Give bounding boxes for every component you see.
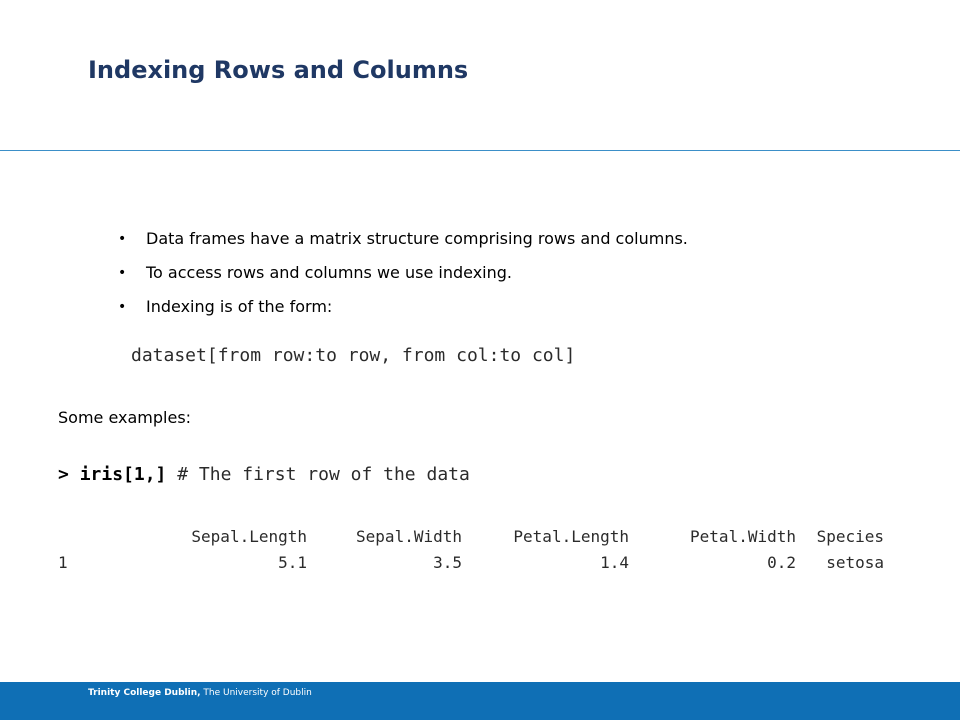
output-header-cell: Petal.Length bbox=[513, 527, 629, 546]
bullet-item bbox=[118, 262, 688, 284]
output-header-cell: Species bbox=[816, 527, 884, 546]
bullet-text: Data frames have a matrix structure comprising rows and columns. bbox=[146, 229, 688, 248]
r-command-line bbox=[58, 464, 470, 485]
bullet-list bbox=[118, 228, 688, 330]
title-divider bbox=[0, 150, 960, 151]
footer-text bbox=[88, 688, 312, 698]
output-row-index: 1 bbox=[58, 553, 68, 572]
output-value-cell: 3.5 bbox=[433, 553, 462, 572]
command-code: iris[1,] bbox=[79, 464, 167, 485]
output-header-cell: Sepal.Length bbox=[191, 527, 307, 546]
footer-institution: Trinity College Dublin, bbox=[88, 688, 201, 698]
bullet-icon: • bbox=[118, 265, 127, 281]
bullet-text: To access rows and columns we use indexing. bbox=[146, 263, 512, 282]
bullet-text: Indexing is of the form: bbox=[146, 297, 333, 316]
indexing-syntax-code: dataset[from row:to row, from col:to col] bbox=[131, 345, 576, 366]
console-output bbox=[58, 524, 884, 576]
command-prompt: > bbox=[58, 464, 69, 485]
command-comment: # The first row of the data bbox=[177, 464, 470, 485]
slide-title: Indexing Rows and Columns bbox=[88, 56, 469, 84]
output-header-cell: Sepal.Width bbox=[356, 527, 462, 546]
output-header-row bbox=[58, 524, 884, 550]
output-data-row bbox=[58, 550, 884, 576]
footer-subtitle: The University of Dublin bbox=[203, 688, 312, 698]
output-header-cell: Petal.Width bbox=[690, 527, 796, 546]
bullet-icon: • bbox=[118, 231, 127, 247]
bullet-item bbox=[118, 296, 688, 318]
bullet-icon: • bbox=[118, 299, 127, 315]
output-value-cell: 1.4 bbox=[600, 553, 629, 572]
output-value-cell: setosa bbox=[826, 553, 884, 572]
examples-label: Some examples: bbox=[58, 408, 192, 427]
output-value-cell: 0.2 bbox=[767, 553, 796, 572]
output-value-cell: 5.1 bbox=[278, 553, 307, 572]
bullet-item bbox=[118, 228, 688, 250]
